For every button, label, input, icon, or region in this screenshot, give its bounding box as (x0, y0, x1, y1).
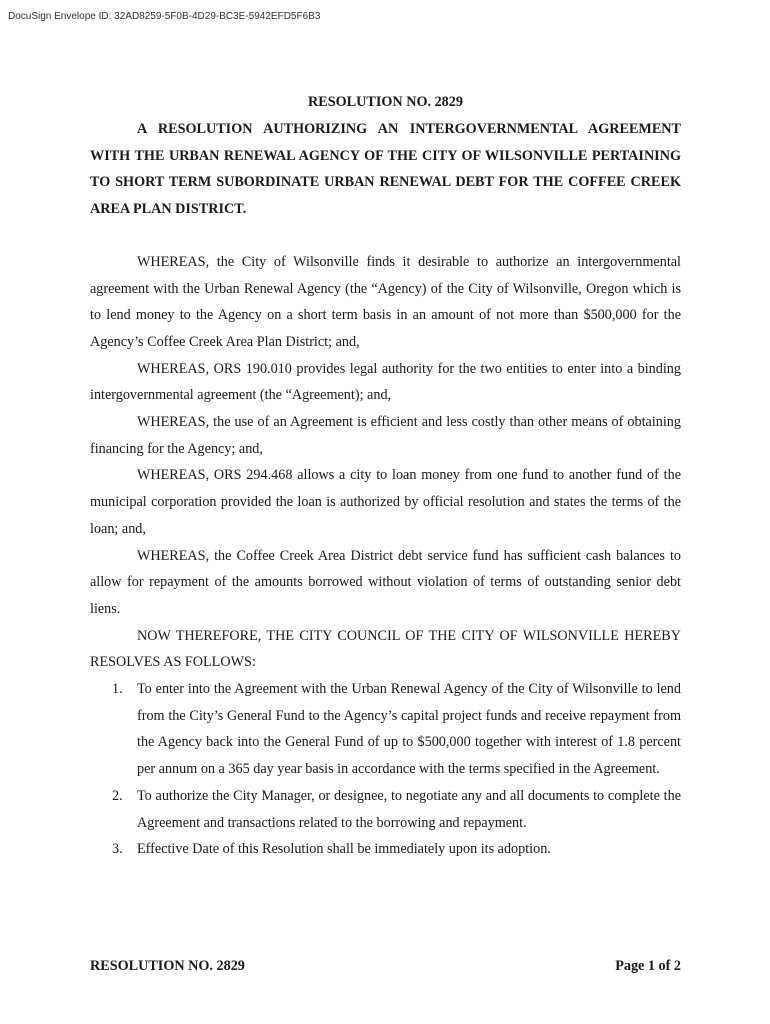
whereas-paragraph-2: WHEREAS, ORS 190.010 provides legal authority for the two entities to enter into a binding intergovernmental agreement (the “Agreement); and, (90, 360, 681, 404)
list-item-text: To enter into the Agreement with the Urban Renewal Agency of the City of Wilsonville to lend from the City’s General Fund to the Agency’s capital project funds and receive repayment from the Agency back into the General Fund of up to $500,000 together with interest of 1.8 percent per annum on a 365 day year basis in accordance with the terms specified in the Agreement. (137, 681, 681, 778)
list-item-number: 1. (112, 681, 123, 698)
docusign-envelope-id: DocuSign Envelope ID: 32AD8259-5F0B-4D29-BC3E-5942EFD5F6B3 (8, 11, 321, 22)
whereas-paragraph-1: WHEREAS, the City of Wilsonville finds it desirable to authorize an intergovernmental agreement with the Urban Renewal Agency (the “Agency) of the City of Wilsonville, Oregon which is to lend money to the Agency on a short term basis in an amount of not more than $500,000 for the Agency’s Coffee Creek Area Plan District; and, (90, 253, 681, 350)
resolution-title: RESOLUTION NO. 2829 (308, 94, 463, 110)
list-item-text: Effective Date of this Resolution shall be immediately upon its adoption. (137, 841, 551, 858)
resolves-list-item (90, 676, 681, 783)
page-footer (90, 958, 681, 975)
list-item-number: 2. (112, 787, 123, 804)
list-item-text: To authorize the City Manager, or designee, to negotiate any and all documents to complete the Agreement and transactions related to the borrowing and repayment. (137, 787, 681, 831)
list-item-number: 3. (112, 841, 123, 858)
resolves-list-item (90, 783, 681, 836)
document-body (90, 92, 681, 863)
whereas-paragraph-3: WHEREAS, the use of an Agreement is efficient and less costly than other means of obtaining financing for the Agency; and, (90, 414, 681, 457)
resolves-list-item (90, 836, 681, 863)
resolves-list (90, 676, 681, 863)
footer-resolution-number: RESOLUTION NO. 2829 (90, 958, 245, 974)
whereas-paragraph-4: WHEREAS, ORS 294.468 allows a city to loan money from one fund to another fund of the municipal corporation provided the loan is authorized by official resolution and states the terms of the loan; and, (90, 467, 681, 537)
footer-page-number: Page 1 of 2 (615, 958, 681, 974)
resolution-heading: A RESOLUTION AUTHORIZING AN INTERGOVERNMENTAL AGREEMENT WITH THE URBAN RENEWAL AGENCY OF THE CITY OF WILSONVILLE PERTAINING TO SHORT TERM SUBORDINATE URBAN RENEWAL DEBT FOR THE COFFEE CREEK AREA PLAN DISTRICT. (90, 121, 681, 218)
whereas-paragraph-5: WHEREAS, the Coffee Creek Area District debt service fund has sufficient cash balances to allow for repayment of the amounts borrowed without violation of terms of outstanding senior debt liens. (90, 547, 681, 617)
now-therefore-paragraph: NOW THEREFORE, THE CITY COUNCIL OF THE CITY OF WILSONVILLE HEREBY RESOLVES AS FOLLOWS: (90, 627, 681, 671)
